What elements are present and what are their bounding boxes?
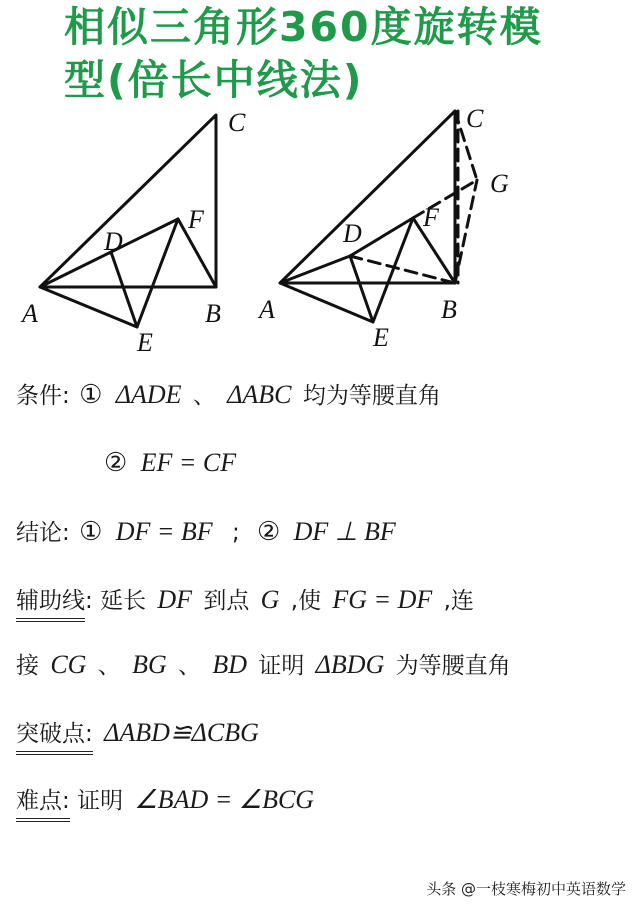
text-make: ,使 — [290, 588, 322, 614]
circled-two: ② — [257, 517, 281, 546]
math-bd: BD — [212, 650, 248, 679]
title-line-2: 型(倍长中线法) — [64, 56, 364, 104]
congruence-text: ΔABD≌ΔCBG — [104, 718, 259, 747]
title-line-1: 相似三角形360度旋转模 — [64, 3, 543, 51]
text-extend: 延长 — [100, 588, 147, 614]
label-a-2: A — [259, 295, 275, 324]
math-triangle-bdg: ΔBDG — [315, 650, 385, 679]
label-g-2: G — [490, 169, 509, 198]
df-equals-bf: DF = BF — [115, 517, 213, 546]
breakthrough-label: 突破点: — [16, 717, 93, 755]
label-c-2: C — [466, 104, 484, 133]
angle-equality: ∠BAD = ∠BCG — [134, 785, 315, 814]
auxiliary-label: 辅助线 — [16, 584, 85, 622]
difficulty-label: 难点: — [16, 784, 70, 822]
circled-two: ② — [104, 448, 128, 477]
conclusion-row — [16, 512, 400, 552]
text-connect-cont: 接 — [16, 653, 39, 679]
label-b-2: B — [441, 295, 457, 324]
label-a: A — [22, 299, 38, 328]
triangle-ade-2 — [280, 256, 373, 322]
triangle-abc-text: ΔABC — [227, 380, 292, 409]
conditions-row-1 — [16, 375, 441, 415]
math-bg: BG — [132, 650, 167, 679]
circled-one: ① — [79, 517, 103, 546]
label-d-2: D — [343, 219, 362, 248]
label-e-2: E — [373, 323, 389, 352]
math-cg: CG — [50, 650, 87, 679]
label-b: B — [205, 299, 221, 328]
colon: : — [85, 588, 93, 614]
triangle-ade-text: ΔADE — [115, 380, 182, 409]
conditions-row-2 — [16, 443, 240, 483]
triangle-ade — [40, 252, 137, 327]
conclusion-label: 结论: — [16, 520, 70, 546]
text-to-point: 到点 — [203, 588, 250, 614]
math-fg-equals-df: FG = DF — [332, 585, 433, 614]
separator: ; — [231, 520, 240, 546]
text-prove: 证明 — [258, 653, 305, 679]
separator: 、 — [192, 383, 216, 409]
label-f: F — [188, 205, 204, 234]
condition-text: 均为等腰直角 — [302, 383, 441, 409]
label-d: D — [104, 227, 123, 256]
text-connect: ,连 — [443, 588, 474, 614]
triangle-abc-2 — [280, 111, 455, 283]
conditions-label: 条件: — [16, 383, 70, 409]
watermark-footer: 头条 @一枝寒梅初中英语数学 — [426, 880, 626, 898]
auxiliary-row-1 — [16, 580, 474, 620]
triangle-abc — [40, 115, 216, 287]
geometry-figures — [0, 100, 640, 360]
label-c: C — [228, 108, 246, 137]
label-f-2: F — [423, 203, 439, 232]
label-e: E — [137, 328, 153, 357]
difficulty-row — [16, 780, 318, 820]
math-df: DF — [157, 585, 193, 614]
breakthrough-row — [16, 713, 263, 753]
df-perp-bf: DF ⊥ BF — [293, 517, 396, 546]
auxiliary-row-2 — [16, 645, 511, 685]
separator: 、 — [178, 653, 202, 679]
circled-one: ① — [79, 380, 103, 409]
separator: 、 — [97, 653, 121, 679]
text-isosceles-right: 为等腰直角 — [395, 653, 511, 679]
math-g: G — [260, 585, 280, 614]
difficulty-text: 证明 — [77, 788, 124, 814]
ef-equals-cf: EF = CF — [140, 448, 237, 477]
